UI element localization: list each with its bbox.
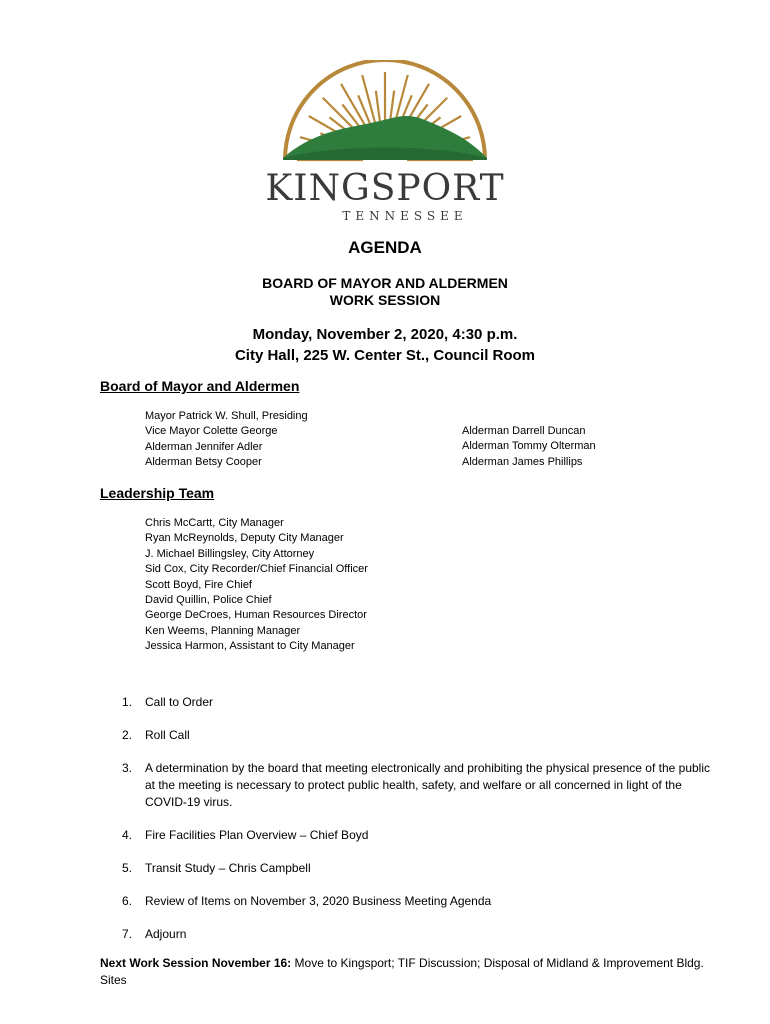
meeting-datetime: Monday, November 2, 2020, 4:30 p.m. City Hall, 225 W. Center St., Council Room (234, 326, 536, 364)
logo-state: TENNESSEE (342, 209, 468, 223)
board-list-left (145, 409, 308, 471)
list-item: George DeCroes, Human Resources Director (145, 609, 367, 622)
leadership-heading: Leadership Team (100, 485, 215, 501)
page-title: AGENDA (348, 238, 422, 257)
agenda-item: 1. Call to Order (122, 695, 214, 709)
next-work-session (100, 955, 720, 989)
list-item: J. Michael Billingsley, City Attorney (145, 547, 315, 560)
list-item: Alderman James Phillips (462, 455, 583, 468)
agenda-item: 3. A determination by the board that meeting electronically and prohibiting the physical presence of the public at the meeting is necessary to protect public health, safety, and welfare or all concerned in light of the COVID-19 virus. (122, 761, 711, 809)
board-heading: Board of Mayor and Aldermen (100, 378, 300, 394)
agenda-item: 6. Review of Items on November 3, 2020 Business Meeting Agenda (122, 894, 492, 908)
list-item: Chris McCartt, City Manager (145, 517, 284, 529)
list-item: David Quillin, Police Chief (145, 594, 272, 607)
agenda-item: 7. Adjourn (122, 927, 187, 941)
list-item: Sid Cox, City Recorder/Chief Financial Officer (145, 563, 368, 576)
list-item: Ryan McReynolds, Deputy City Manager (145, 532, 344, 545)
list-item: Ken Weems, Planning Manager (145, 624, 301, 637)
next-session-text: Move to Kingsport; TIF Discussion; Disposal of Midland & Improvement Bldg. Sites (100, 956, 704, 987)
agenda-item: 4. Fire Facilities Plan Overview – Chief Boyd (122, 828, 369, 842)
meeting-subtitle: BOARD OF MAYOR AND ALDERMEN WORK SESSION (262, 275, 508, 308)
list-item: Scott Boyd, Fire Chief (145, 578, 252, 591)
agenda-item: 5. Transit Study – Chris Campbell (122, 861, 311, 875)
list-item: Alderman Jennifer Adler (145, 440, 263, 453)
list-item: Alderman Tommy Olterman (462, 440, 596, 453)
board-list-right (462, 424, 596, 470)
next-session-label: Next Work Session November 16: (100, 956, 292, 970)
logo-wordmark: KINGSPORT (265, 168, 505, 209)
list-item: Jessica Harmon, Assistant to City Manager (145, 640, 355, 653)
kingsport-logo (255, 60, 515, 225)
agenda-items (100, 694, 720, 943)
list-item: Alderman Darrell Duncan (462, 425, 586, 437)
list-item: Mayor Patrick W. Shull, Presiding (145, 410, 308, 422)
agenda-item: 2. Roll Call (122, 728, 190, 742)
list-item: Alderman Betsy Cooper (145, 456, 262, 469)
list-item: Vice Mayor Colette George (145, 425, 278, 438)
leadership-list (145, 516, 368, 655)
